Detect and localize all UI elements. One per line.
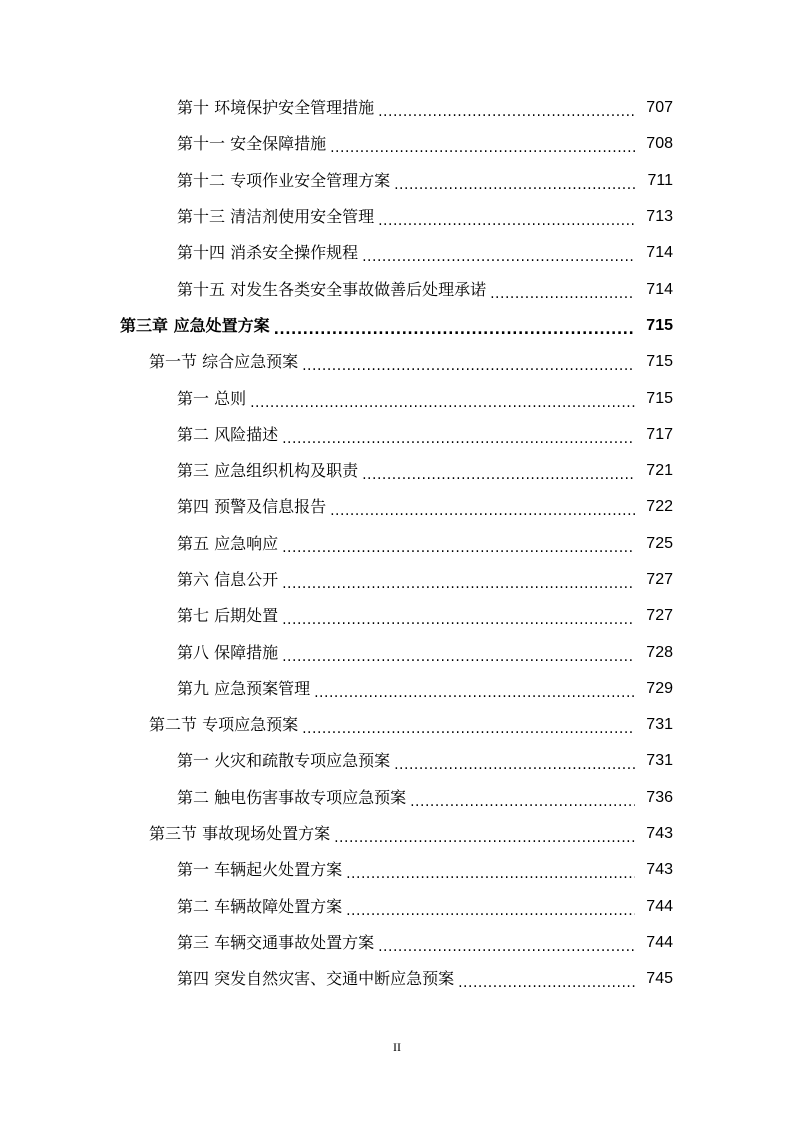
- toc-entry[interactable]: [0, 163, 794, 199]
- toc-entry[interactable]: [0, 852, 794, 888]
- toc-entry-label: 第二 风险描述: [177, 424, 279, 444]
- toc-dot-leader: [378, 937, 635, 957]
- toc-entry-page: 715: [646, 316, 673, 334]
- toc-dot-leader: [274, 320, 635, 340]
- toc-entry[interactable]: [0, 961, 794, 997]
- toc-entry-label: 第三 车辆交通事故处置方案: [177, 932, 375, 952]
- toc-dot-leader: [330, 501, 635, 521]
- toc-entry-label: 第十四 消杀安全操作规程: [177, 243, 359, 263]
- toc-entry[interactable]: [0, 743, 794, 779]
- toc-entry-page: 743: [646, 861, 673, 879]
- table-of-contents: [0, 90, 794, 997]
- toc-entry[interactable]: [0, 925, 794, 961]
- toc-entry[interactable]: [0, 235, 794, 271]
- toc-entry-page: 729: [646, 679, 673, 697]
- toc-entry-page: 721: [646, 462, 673, 480]
- toc-dot-leader: [378, 211, 635, 231]
- toc-dot-leader: [282, 574, 635, 594]
- toc-dot-leader: [302, 719, 635, 739]
- toc-dot-leader: [490, 284, 635, 304]
- toc-entry[interactable]: [0, 562, 794, 598]
- toc-entry-page: 717: [646, 425, 673, 443]
- toc-entry-label: 第五 应急响应: [177, 533, 279, 553]
- toc-dot-leader: [314, 683, 635, 703]
- toc-entry[interactable]: [0, 780, 794, 816]
- toc-entry-label: 第九 应急预案管理: [177, 678, 311, 698]
- toc-entry-label: 第一 车辆起火处置方案: [177, 860, 343, 880]
- toc-entry-label: 第十一 安全保障措施: [177, 134, 327, 154]
- toc-dot-leader: [378, 102, 635, 122]
- toc-dot-leader: [394, 755, 635, 775]
- toc-entry-label: 第二节 专项应急预案: [149, 715, 299, 735]
- toc-entry[interactable]: [0, 489, 794, 525]
- toc-entry[interactable]: [0, 526, 794, 562]
- toc-entry-page: 743: [646, 825, 673, 843]
- toc-section-entry[interactable]: [0, 816, 794, 852]
- toc-entry-page: 722: [646, 498, 673, 516]
- page-number: II: [393, 1040, 401, 1054]
- toc-entry-label: 第三 应急组织机构及职责: [177, 461, 359, 481]
- toc-entry-label: 第十五 对发生各类安全事故做善后处理承诺: [177, 279, 487, 299]
- toc-entry-label: 第一 总则: [177, 388, 247, 408]
- toc-dot-leader: [302, 356, 635, 376]
- toc-entry-label: 第八 保障措施: [177, 642, 279, 662]
- toc-entry-page: 731: [646, 752, 673, 770]
- toc-entry-label: 第十 环境保护安全管理措施: [177, 98, 375, 118]
- toc-section-entry[interactable]: [0, 707, 794, 743]
- toc-entry[interactable]: [0, 453, 794, 489]
- toc-dot-leader: [282, 610, 635, 630]
- toc-entry-page: 715: [646, 353, 673, 371]
- toc-entry-label: 第二 触电伤害事故专项应急预案: [177, 787, 407, 807]
- toc-entry-label: 第一节 综合应急预案: [149, 352, 299, 372]
- toc-dot-leader: [334, 828, 635, 848]
- toc-entry-page: 714: [646, 280, 673, 298]
- toc-entry-label: 第十三 清洁剂使用安全管理: [177, 207, 375, 227]
- toc-entry[interactable]: [0, 671, 794, 707]
- toc-entry-label: 第十二 专项作业安全管理方案: [177, 170, 391, 190]
- toc-dot-leader: [410, 792, 635, 812]
- toc-dot-leader: [282, 538, 635, 558]
- toc-dot-leader: [346, 864, 635, 884]
- toc-entry-page: 707: [646, 99, 673, 117]
- toc-entry[interactable]: [0, 90, 794, 126]
- toc-dot-leader: [394, 175, 635, 195]
- toc-entry[interactable]: [0, 889, 794, 925]
- toc-entry-label: 第四 预警及信息报告: [177, 497, 327, 517]
- toc-dot-leader: [250, 393, 635, 413]
- toc-dot-leader: [282, 647, 635, 667]
- toc-chapter-entry[interactable]: [0, 308, 794, 344]
- toc-entry[interactable]: [0, 271, 794, 307]
- toc-entry-page: 744: [646, 933, 673, 951]
- toc-section-entry[interactable]: [0, 344, 794, 380]
- toc-entry[interactable]: [0, 126, 794, 162]
- toc-entry-page: 727: [646, 607, 673, 625]
- toc-entry-label: 第七 后期处置: [177, 606, 279, 626]
- toc-entry[interactable]: [0, 199, 794, 235]
- toc-entry-page: 711: [647, 171, 673, 189]
- toc-entry-page: 745: [646, 970, 673, 988]
- toc-entry-label: 第一 火灾和疏散专项应急预案: [177, 751, 391, 771]
- toc-entry-page: 731: [646, 716, 673, 734]
- toc-entry-page: 744: [646, 897, 673, 915]
- toc-entry-page: 708: [646, 135, 673, 153]
- toc-entry-page: 713: [646, 208, 673, 226]
- toc-entry[interactable]: [0, 634, 794, 670]
- toc-dot-leader: [282, 429, 635, 449]
- toc-entry[interactable]: [0, 380, 794, 416]
- toc-dot-leader: [330, 138, 635, 158]
- toc-entry-page: 736: [646, 788, 673, 806]
- toc-entry-page: 727: [646, 571, 673, 588]
- toc-dot-leader: [362, 465, 635, 485]
- toc-entry-label: 第二 车辆故障处置方案: [177, 896, 343, 916]
- toc-entry-page: 725: [646, 534, 673, 552]
- toc-entry[interactable]: [0, 598, 794, 634]
- toc-entry-page: 728: [646, 643, 673, 661]
- toc-entry-label: 第三章 应急处置方案: [120, 315, 270, 335]
- toc-entry-page: 715: [646, 389, 673, 407]
- toc-dot-leader: [458, 973, 635, 993]
- toc-entry-label: 第六 信息公开: [177, 570, 279, 589]
- toc-dot-leader: [346, 901, 635, 921]
- toc-entry-label: 第三节 事故现场处置方案: [149, 824, 331, 844]
- toc-entry-page: 714: [646, 244, 673, 262]
- toc-dot-leader: [362, 247, 635, 267]
- toc-entry[interactable]: [0, 417, 794, 453]
- toc-entry-label: 第四 突发自然灾害、交通中断应急预案: [177, 969, 455, 989]
